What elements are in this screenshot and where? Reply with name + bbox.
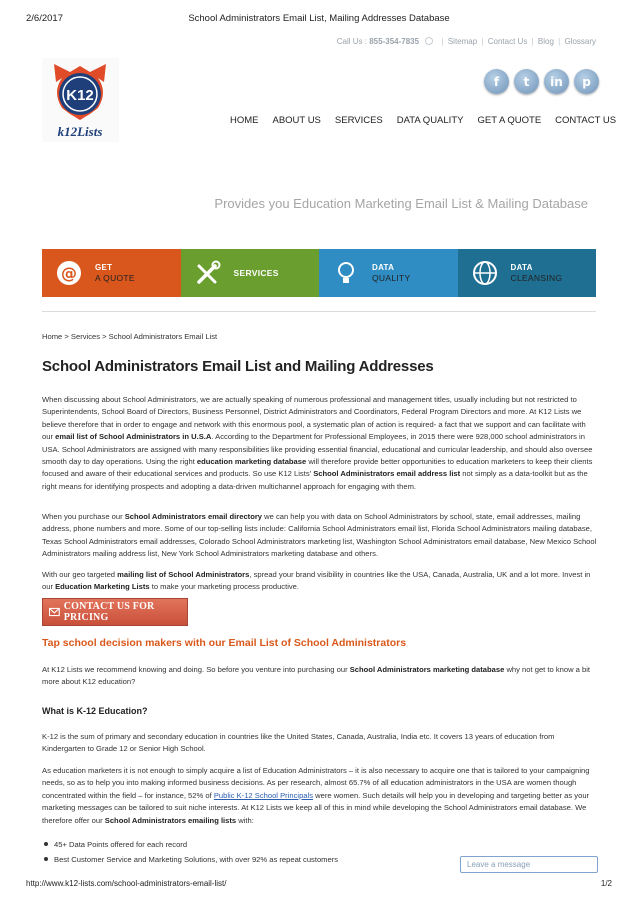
recommend-paragraph: At K12 Lists we recommend knowing and doing. So before you venture into purchasing our School Administrators marketing database why not get to know a bit more about K12 education?: [42, 665, 591, 687]
feature-cleansing-line1: DATA: [510, 263, 533, 272]
nav-services[interactable]: SERVICES: [334, 115, 383, 126]
public-k12-principals-link[interactable]: Public K-12 School Principals: [213, 790, 314, 800]
nav-home[interactable]: HOME: [230, 115, 259, 126]
main-nav: [230, 115, 616, 126]
nav-get-a-quote[interactable]: GET A QUOTE: [477, 115, 542, 126]
page-number: 1/2: [600, 879, 612, 888]
glossary-link[interactable]: Glossary: [564, 37, 596, 46]
sitemap-link[interactable]: Sitemap: [447, 37, 478, 46]
leave-message-input[interactable]: Leave a message: [460, 856, 598, 873]
blog-link[interactable]: Blog: [537, 37, 554, 46]
section-subheading: Tap school decision makers with our Email List of School Administrators: [42, 637, 407, 649]
print-url: http://www.k12-lists.com/school-administrators-email-list/: [26, 879, 227, 888]
feature-services-label: SERVICES: [233, 267, 279, 278]
print-title: School Administrators Email List, Mailing Addresses Database: [188, 13, 450, 24]
logo-sub: k12Lists: [57, 124, 103, 139]
pinterest-icon[interactable]: p: [574, 69, 599, 94]
directory-paragraph: When you purchase our School Administrators email directory we can help you with data on School Administrators by school, state, email addresses, mailing address, phone numbers and more. Some of our top-selling lists include: California School Administrators email list, Florida School Administrators mailing database, Texas School Administrators email addresses, Colorado School Administrators marketing list, Washington School Administrators email database, New Mexico School Administrators mailing address list, New York School Administrators marketing database and others.: [42, 512, 597, 559]
twitter-icon[interactable]: t: [514, 69, 539, 94]
search-icon[interactable]: [425, 37, 433, 45]
site-logo[interactable]: [42, 58, 119, 142]
nav-data-quality[interactable]: DATA QUALITY: [396, 115, 464, 126]
page-title: School Administrators Email List and Mailing Addresses: [42, 358, 434, 375]
k12-heading: What is K-12 Education?: [42, 706, 148, 716]
feature-get-line2: A QUOTE: [95, 273, 135, 283]
feature-quality-line1: DATA: [372, 263, 395, 272]
feature-data-cleansing[interactable]: [458, 249, 597, 297]
at-icon: [56, 260, 82, 286]
features-list: [42, 837, 338, 867]
cta-label: CONTACT US FOR PRICING: [63, 601, 155, 623]
contact-us-for-pricing-button[interactable]: [42, 598, 188, 626]
feature-get-line1: GET: [95, 263, 113, 272]
feature-cleansing-line2: CLEANSING: [510, 273, 563, 283]
feature-quality-line2: QUALITY: [372, 273, 411, 283]
bulb-icon: [333, 260, 359, 286]
top-utility-bar: Call Us : 855-354-7835 | Sitemap | Contact Us | Blog | Glossary: [336, 37, 596, 46]
svg-text:@: @: [61, 263, 77, 283]
print-date: 2/6/2017: [26, 13, 63, 24]
globe-icon: [472, 260, 498, 286]
feature-data-quality[interactable]: [319, 249, 458, 297]
intro-paragraph: When discussing about School Administrators, we are actually speaking of numerous professional and management titles, usually including but not restricted to Superintendents, School Board of Directors, Business Personnel, District Administrators and Coordinators, Federal Program Directors and more. At K12 Lists we believe therefore that in order to engage and network with this enormous pool, a systematic plan of action is required- a fact that we support and can facilitate with our email list of School Administrators in U.S.A. According to the Department for Professional Employees, in 2015 there were 928,000 school administrators in USA. School Administrators are assigned with many responsibilities like providing essential financial, educational and curricular leadership, and should also oversee smooth day to day operations. Using the right education marketing database will therefore provide better opportunities to education marketers to keep their clients focused and aware of their educational services and products. So use K12 Lists' School Administrators email address list not simply as a data-toolkit but as the right means for identifying prospects and adopting a data-driven multichannel approach for engaging with them.: [42, 395, 593, 491]
envelope-icon: [49, 606, 60, 618]
tagline: Provides you Education Marketing Email List & Mailing Database: [214, 196, 588, 211]
social-links: [484, 69, 599, 94]
list-item: 45+ Data Points offered for each record: [42, 837, 338, 852]
call-phone[interactable]: 855-354-7835: [369, 37, 420, 46]
geo-paragraph: With our geo targeted mailing list of School Administrators, spread your brand visibility in countries like the USA, Canada, Australia, UK and a lot more. Invest in our Education Marketing Lists to make your marketing process productive.: [42, 570, 591, 592]
feature-get-a-quote[interactable]: [42, 249, 181, 297]
logo-brand: K12: [66, 87, 94, 104]
call-label: Call Us :: [336, 37, 367, 46]
facebook-icon[interactable]: f: [484, 69, 509, 94]
breadcrumb[interactable]: Home > Services > School Administrators Email List: [42, 332, 218, 341]
divider: [42, 311, 596, 312]
nav-contact-us[interactable]: CONTACT US: [555, 115, 617, 126]
k12-paragraph: K-12 is the sum of primary and secondary education in countries like the United States, Canada, Australia, India etc. It covers 13 years of education from Kindergarten to Grade 12 or Senior High School.: [42, 732, 555, 754]
contact-us-link[interactable]: Contact Us: [487, 37, 528, 46]
tools-icon: [195, 260, 221, 286]
marketers-paragraph: As education marketers it is not enough to simply acquire a list of Education Administrators – it is also necessary to acquire one that is tailored to your campaigning needs, so as to help you into making informed business decisions. As per research, almost 65.7% of all education administrators in the USA are women though concentrated within the field – for instance, 52% of Public K-12 School Principals were women. Such details will help you in developing and targeting better as your marketing messages can be tailored to suit niche interests. At K12 Lists we keep all of this in mind while developing the School Administrators email database. We therefore offer our School Administrators emailing lists with:: [42, 766, 590, 825]
feature-bar: [42, 249, 596, 297]
print-header: [0, 13, 638, 27]
list-item: Best Customer Service and Marketing Solutions, with over 92% as repeat customers: [42, 852, 338, 867]
feature-services[interactable]: [181, 249, 320, 297]
linkedin-icon[interactable]: in: [544, 69, 569, 94]
nav-about-us[interactable]: ABOUT US: [272, 115, 321, 126]
